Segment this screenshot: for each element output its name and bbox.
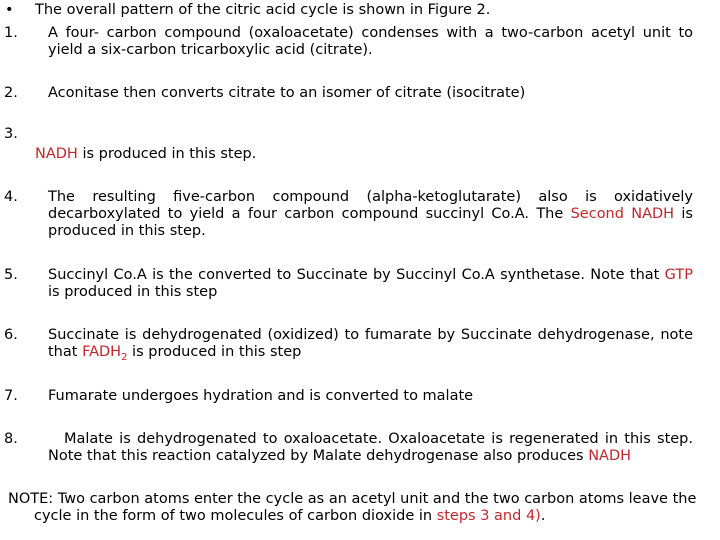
step-text: Fumarate undergoes hydration and is converted to malate — [48, 388, 474, 404]
step-number: 6. — [4, 327, 18, 343]
step-number: 7. — [4, 388, 18, 404]
step-text: Succinyl Co.A is the converted to Succinate by Succinyl Co.A synthetase. Note that GTP is produced in this step — [48, 267, 693, 300]
step-text: NADH is produced in this step. — [35, 146, 257, 162]
fadh2-highlight: $FADH_2$ — [82, 344, 128, 363]
step-text: Aconitase then converts citrate to an isomer of citrate (isocitrate) — [48, 85, 526, 101]
note-line-2: cycle in the form of two molecules of carbon dioxide in steps 3 and 4). — [34, 508, 546, 524]
step-number: 8. — [4, 431, 18, 447]
step-text: Succinate is dehydrogenated (oxidized) to fumarate by Succinate dehydrogenase, note that $FADH_2$ is produced in this step — [48, 327, 693, 363]
step-number: 2. — [4, 85, 18, 101]
step-text: The resulting five-carbon compound (alpha-ketoglutarate) also is oxidatively decarboxylated to yield a four carbon compound succinyl Co.A. The Second NADH is produced in this step. — [48, 189, 693, 239]
step-number: 1. — [4, 25, 18, 41]
gtp-highlight: GTP — [664, 267, 693, 283]
step-number: 5. — [4, 267, 18, 283]
nadh-highlight: NADH — [588, 448, 632, 464]
second-nadh-highlight: Second NADH — [570, 206, 675, 222]
step-text: A four- carbon compound (oxaloacetate) condenses with a two-carbon acetyl unit to yield a six-carbon tricarboxylic acid (citrate). — [48, 25, 693, 58]
bullet: • — [5, 2, 14, 18]
step-number: 4. — [4, 189, 18, 205]
nadh-highlight: NADH — [35, 146, 78, 162]
step-text: Malate is dehydrogenated to oxaloacetate. Oxaloacetate is regenerated in this step. Note that this reaction catalyzed by Malate dehydrogenase also produces NADH — [48, 431, 693, 464]
intro-text: The overall pattern of the citric acid cycle is shown in Figure 2. — [35, 2, 491, 18]
steps-highlight: steps 3 and 4) — [436, 508, 541, 524]
note — [8, 491, 700, 525]
step-number: 3. — [4, 126, 18, 142]
note-line-1: NOTE: Two carbon atoms enter the cycle as an acetyl unit and the two carbon atoms leave the — [8, 491, 697, 507]
